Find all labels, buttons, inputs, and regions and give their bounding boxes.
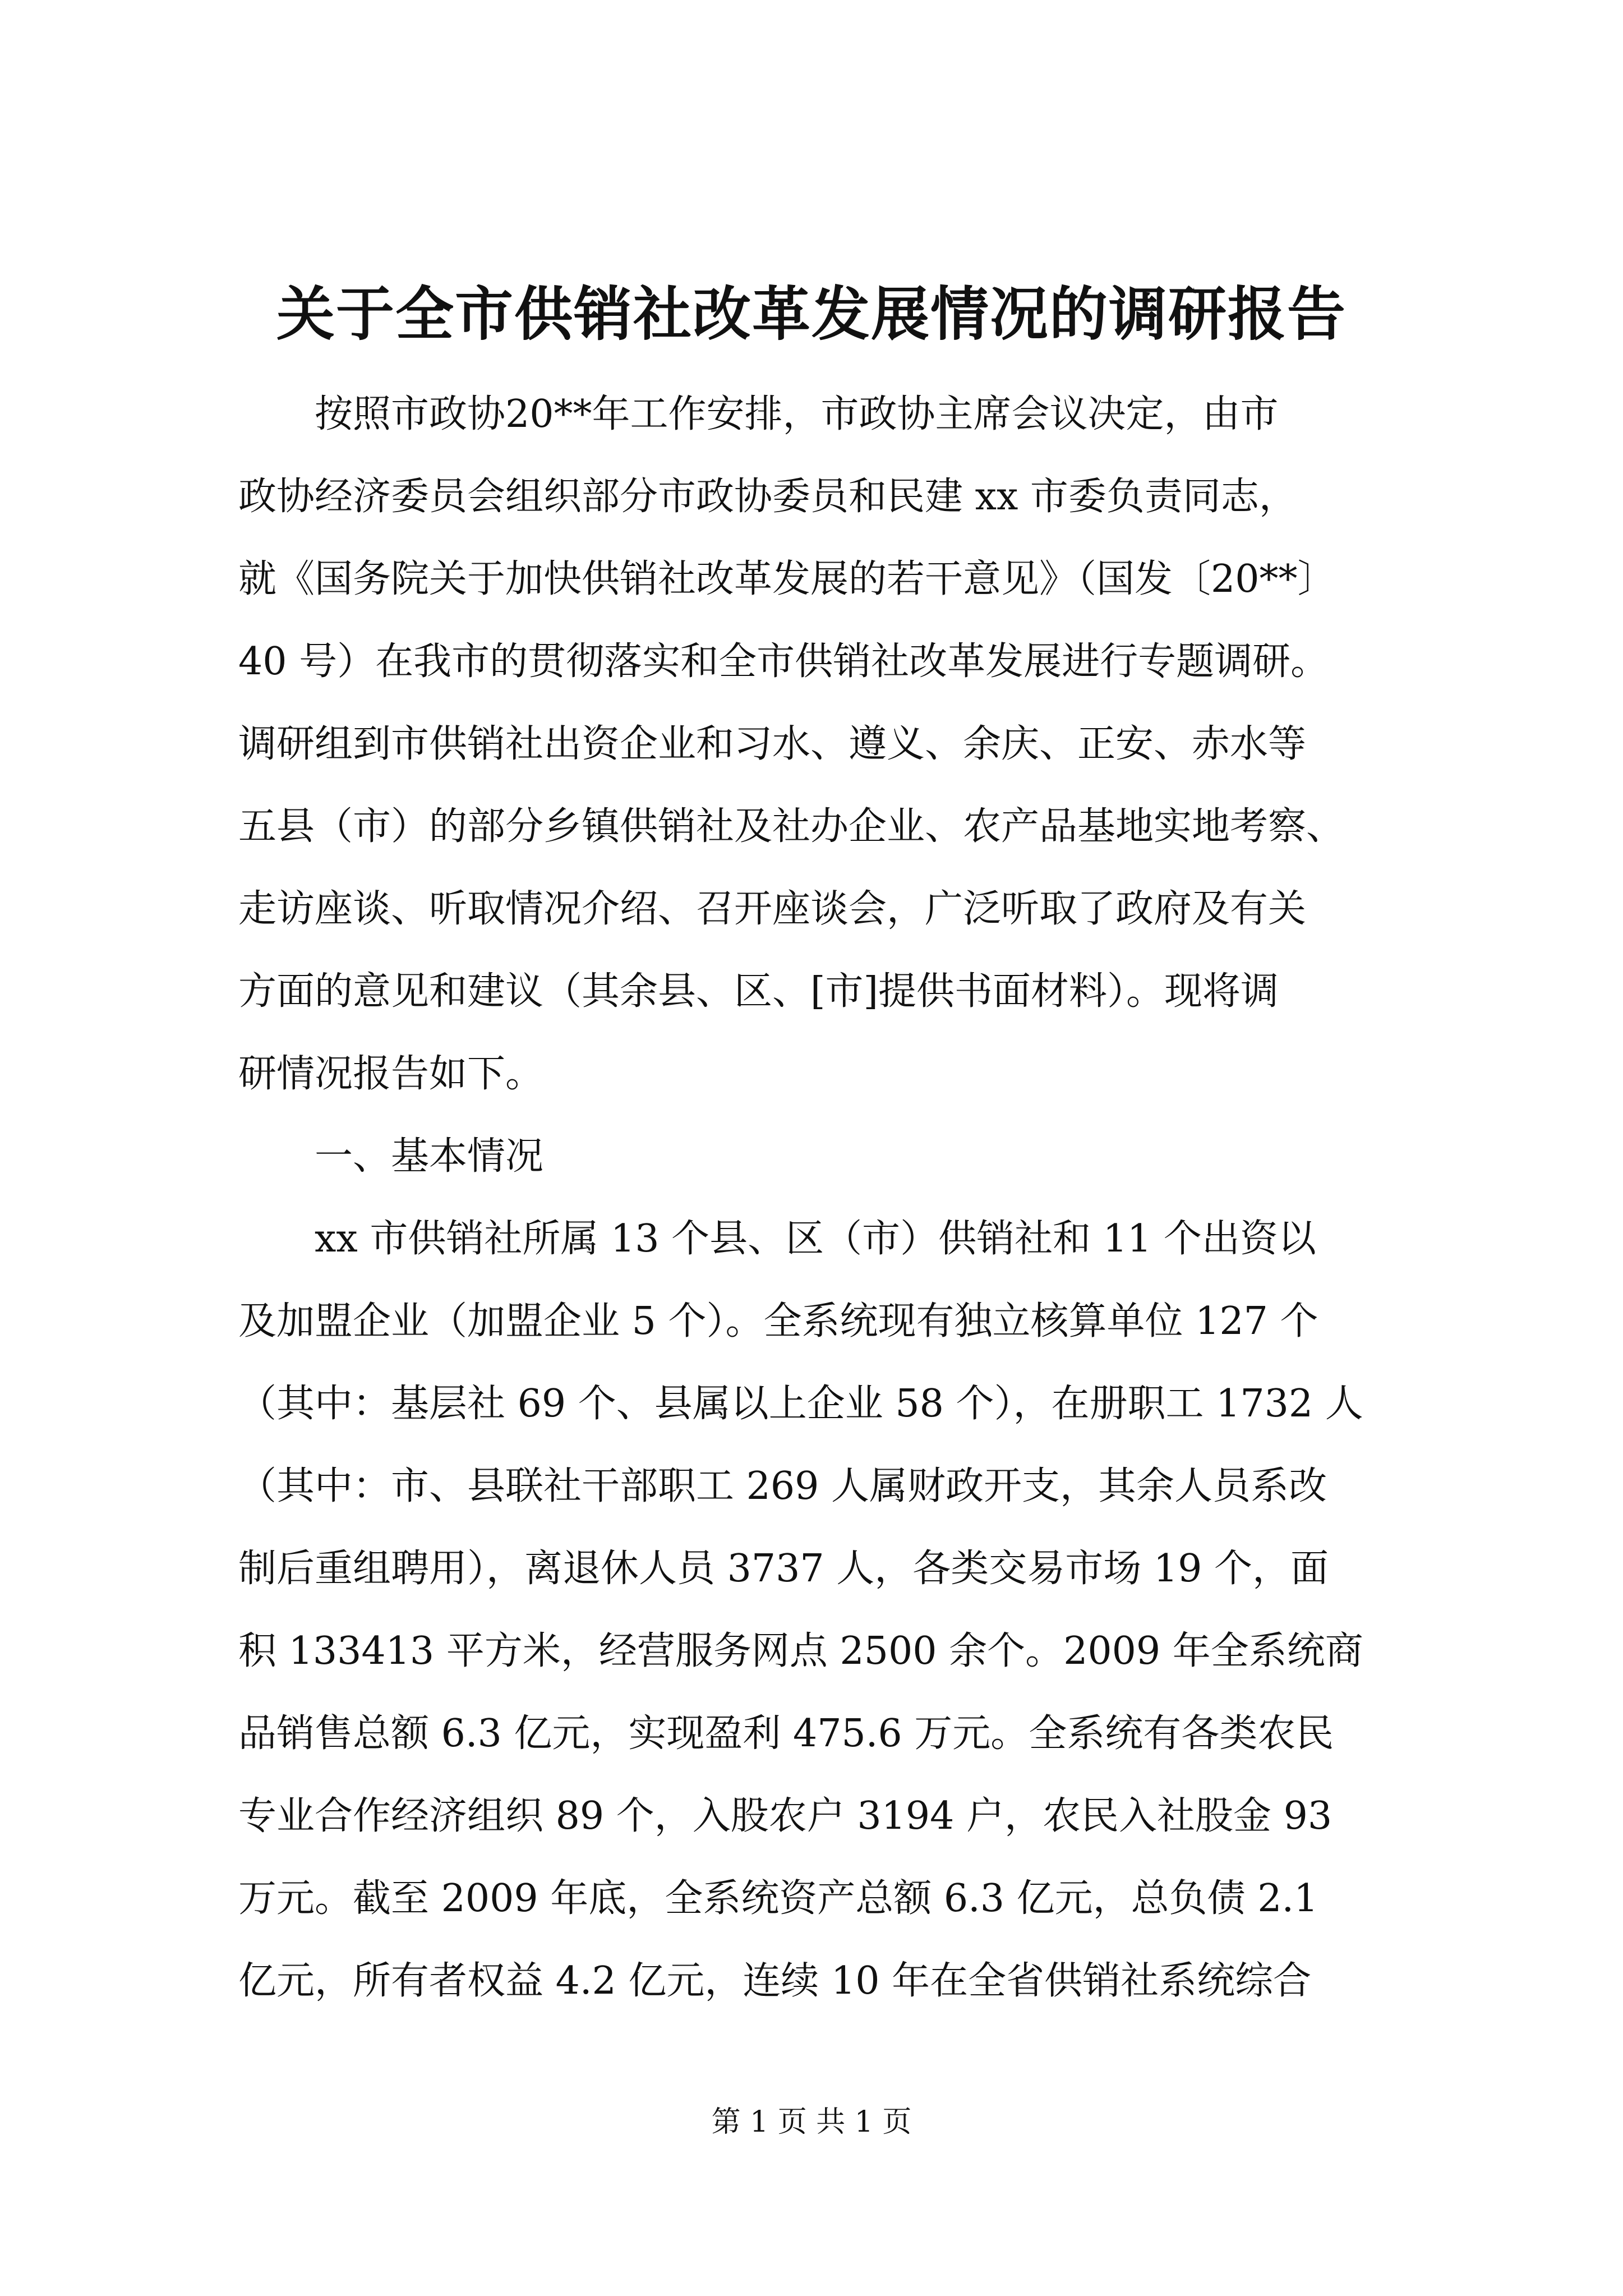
document-title: 关于全市供销社改革发展情况的调研报告 [276, 279, 1347, 348]
body-line: 调研组到市供销社出资企业和习水、遵义、余庆、正安、赤水等 [238, 722, 1307, 766]
body-line: 五县（市）的部分乡镇供销社及社办企业、农产品基地实地考察、 [238, 804, 1345, 849]
document-body [238, 373, 1422, 2022]
body-line: 及加盟企业（加盟企业 5 个）。全系统现有独立核算单位 127 个 [238, 1299, 1318, 1343]
body-line: （其中：市、县联社干部职工 269 人属财政开支，其余人员系改 [238, 1464, 1327, 1508]
body-line: 万元。截至 2009 年底，全系统资产总额 6.3 亿元，总负债 2.1 [238, 1876, 1318, 1921]
body-line: 方面的意见和建议（其余县、区、[市]提供书面材料）。现将调 [238, 969, 1279, 1014]
body-line: 亿元，所有者权益 4.2 亿元，连续 10 年在全省供销社系统综合 [238, 1959, 1312, 2003]
body-line: 40 号）在我市的贯彻落实和全市供销社改革发展进行专题调研。 [238, 639, 1329, 684]
body-line: 按照市政协20**年工作安排，市政协主席会议决定，由市 [238, 392, 1279, 436]
body-line: 制后重组聘用），离退休人员 3737 人，各类交易市场 19 个，面 [238, 1547, 1329, 1591]
body-line: 积 133413 平方米，经营服务网点 2500 余个。2009 年全系统商 [238, 1629, 1363, 1673]
body-line: （其中：基层社 69 个、县属以上企业 58 个），在册职工 1732 人 [238, 1382, 1363, 1426]
body-line: 走访座谈、听取情况介绍、召开座谈会，广泛听取了政府及有关 [238, 887, 1307, 931]
body-line: 专业合作经济组织 89 个，入股农户 3194 户，农民入社股金 93 [238, 1794, 1332, 1838]
section-heading: 一、基本情况 [238, 1134, 544, 1179]
body-line: 研情况报告如下。 [238, 1052, 544, 1096]
body-line: xx 市供销社所属 13 个县、区（市）供销社和 11 个出资以 [238, 1217, 1316, 1261]
body-line: 品销售总额 6.3 亿元，实现盈利 475.6 万元。全系统有各类农民 [238, 1711, 1334, 1756]
body-line: 政协经济委员会组织部分市政协委员和民建 xx 市委负责同志， [238, 475, 1297, 519]
body-line: 就《国务院关于加快供销社改革发展的若干意见》（国发〔20**〕 [238, 557, 1336, 601]
page-number-footer: 第 1 页 共 1 页 [711, 2105, 912, 2139]
